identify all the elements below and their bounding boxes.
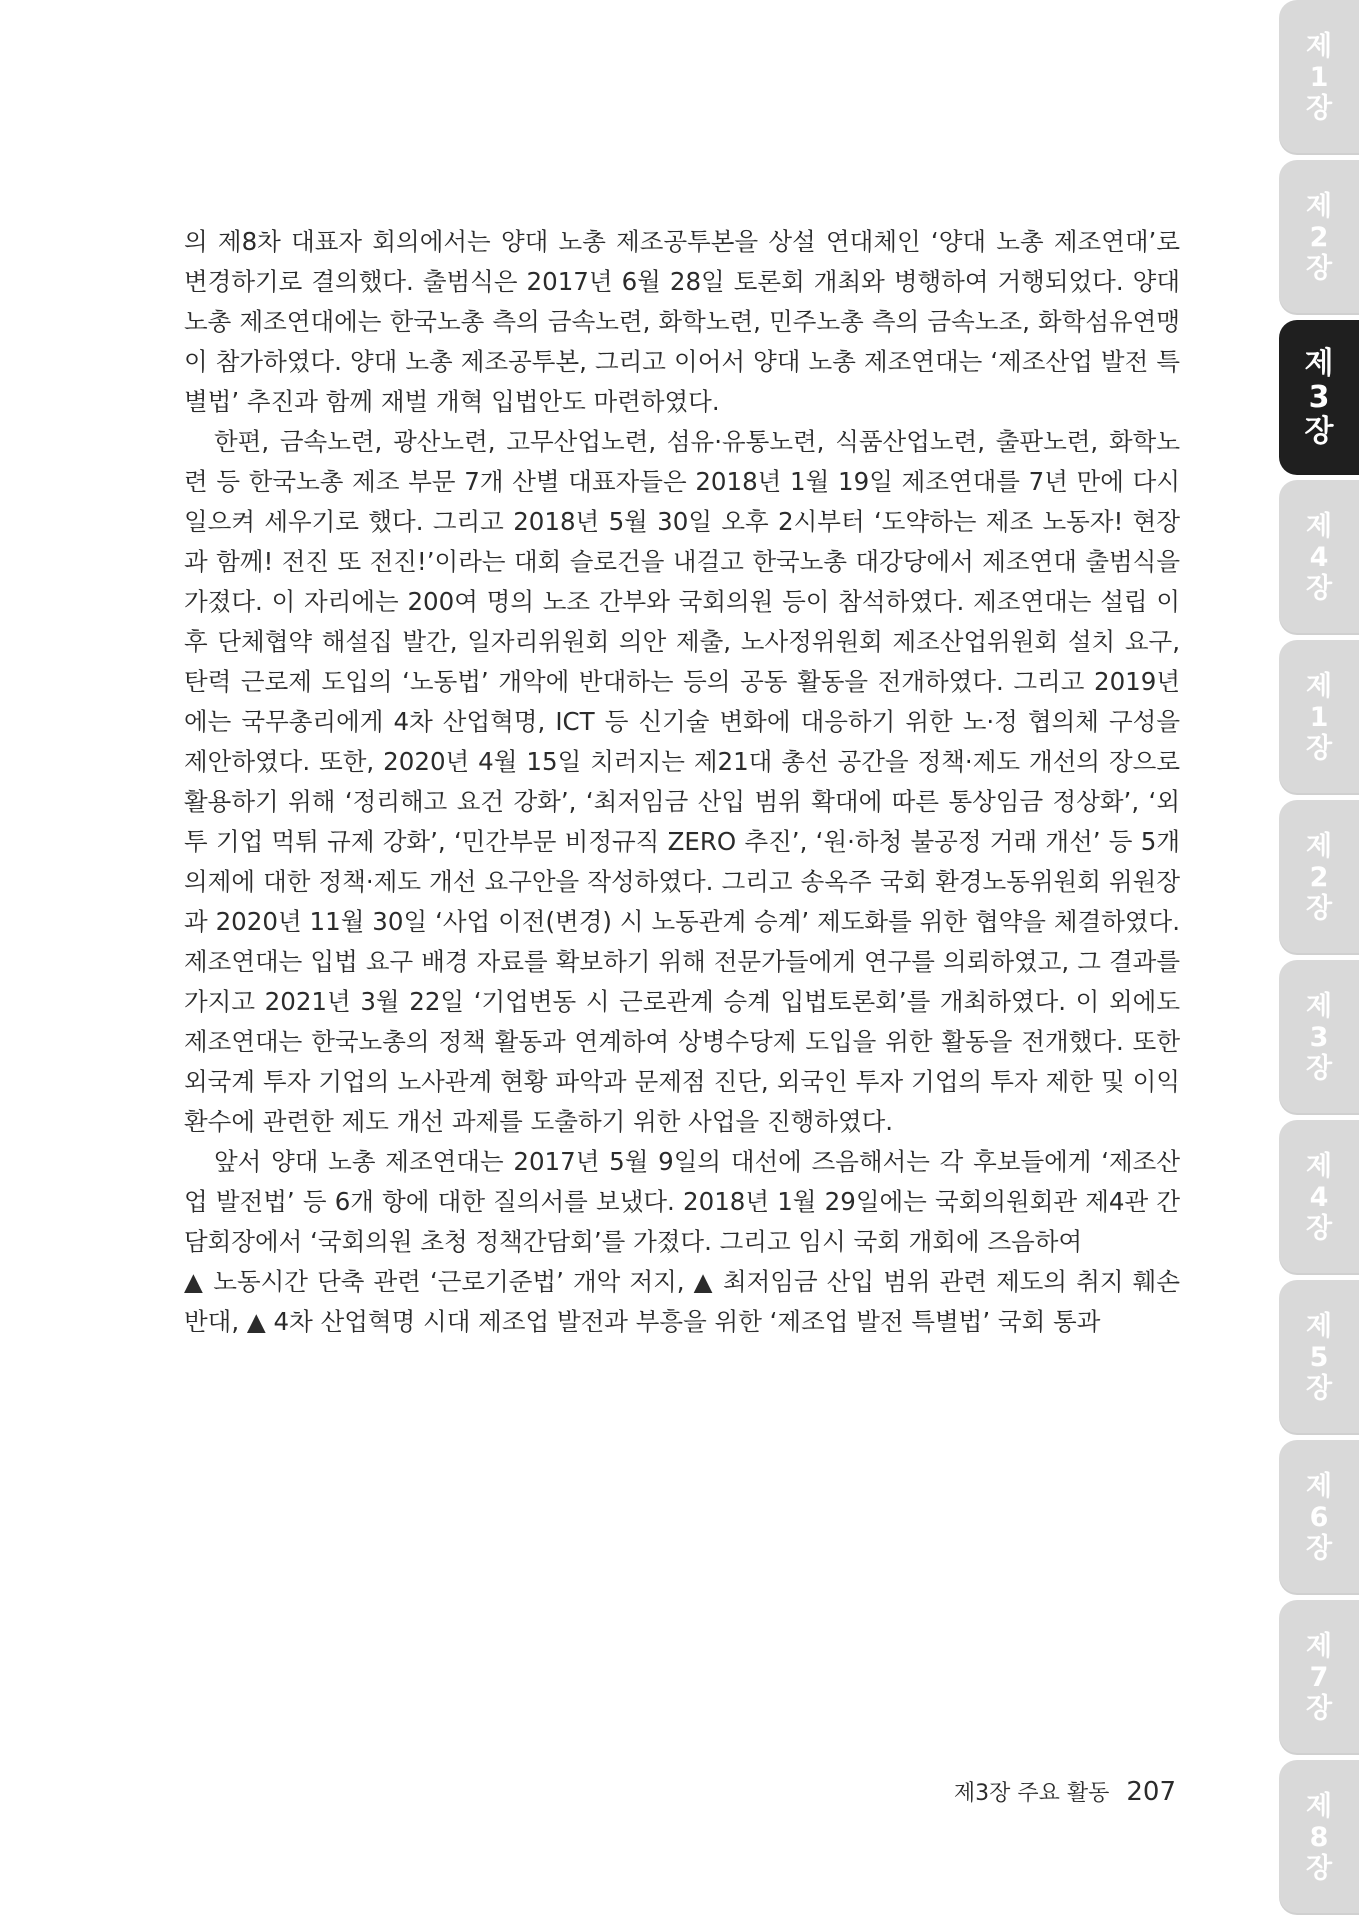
tab-label-line3: 장 [1305, 1213, 1333, 1244]
paragraph-1: 의 제8차 대표자 회의에서는 양대 노총 제조공투본을 상설 연대체인 ‘양대 노총 제조연대’로 변경하기로 결의했다. 출범식은 2017년 6월 28일 토론회 개최와 병행하여 거행되었다. 양대 노총 제조연대에는 한국노총 측의 금속노련, 화학노련, 민주노총 측의 금속노조, 화학섬유연맹이 참가하였다. 양대 노총 제조공투본, 그리고 이어서 양대 노총 제조연대는 ‘제조산업 발전 특별법’ 추진과 함께 재벌 개혁 입법안도 마련하였다. [184, 227, 1180, 416]
tab-label-line1: 제 [1305, 991, 1333, 1022]
tab-label-line3: 장 [1305, 93, 1333, 124]
chapter-tab-3-active[interactable] [1279, 320, 1359, 475]
chapter-tab-part2-5[interactable] [1279, 1280, 1359, 1435]
tab-label-line1: 제 [1305, 1311, 1333, 1342]
tab-label-line3: 장 [1305, 1693, 1333, 1724]
tab-label-line3: 장 [1305, 733, 1333, 764]
tab-label-line2: 3 [1308, 379, 1330, 415]
tab-label-line3: 장 [1305, 1373, 1333, 1404]
tab-label-line2: 4 [1309, 542, 1329, 573]
tab-label-line3: 장 [1305, 1853, 1333, 1884]
chapter-tab-part2-6[interactable] [1279, 1440, 1359, 1595]
tab-label-line2: 1 [1309, 702, 1329, 733]
chapter-tab-part2-7[interactable] [1279, 1600, 1359, 1755]
chapter-tab-4[interactable] [1279, 480, 1359, 635]
tab-label-line2: 4 [1309, 1182, 1329, 1213]
tab-label-line3: 장 [1305, 1053, 1333, 1084]
tab-label-line2: 6 [1309, 1502, 1329, 1533]
tab-label-line2: 2 [1309, 862, 1329, 893]
running-title: 제3장 주요 활동 [953, 1781, 1110, 1806]
tab-label-line1: 제 [1305, 671, 1333, 702]
chapter-tab-part2-3[interactable] [1279, 960, 1359, 1115]
tab-label-line1: 제 [1305, 191, 1333, 222]
tab-label-line1: 제 [1305, 1151, 1333, 1182]
chapter-tab-part2-1[interactable] [1279, 640, 1359, 795]
tab-label-line2: 1 [1309, 62, 1329, 93]
chapter-tab-2[interactable] [1279, 160, 1359, 315]
tab-label-line2: 3 [1309, 1022, 1329, 1053]
paragraph-2: 한편, 금속노련, 광산노련, 고무산업노련, 섬유·유통노련, 식품산업노련, 출판노련, 화학노련 등 한국노총 제조 부문 7개 산별 대표자들은 2018년 1월 19일 제조연대를 7년 만에 다시 일으켜 세우기로 했다. 그리고 2018년 5월 30일 오후 2시부터 ‘도약하는 제조 노동자! 현장과 함께! 전진 또 전진!’이라는 대회 슬로건을 내걸고 한국노총 대강당에서 제조연대 출범식을 가졌다. 이 자리에는 200여 명의 노조 간부와 국회의원 등이 참석하였다. 제조연대는 설립 이후 단체협약 해설집 발간, 일자리위원회 의안 제출, 노사정위원회 제조산업위원회 설치 요구, 탄력 근로제 도입의 ‘노동법’ 개악에 반대하는 등의 공동 활동을 전개하였다. 그리고 2019년에는 국무총리에게 4차 산업혁명, ICT 등 신기술 변화에 대응하기 위한 노·정 협의체 구성을 제안하였다. 또한, 2020년 4월 15일 치러지는 제21대 총선 공간을 정책·제도 개선의 장으로 활용하기 위해 ‘정리해고 요건 강화’, ‘최저임금 산입 범위 확대에 따른 통상임금 정상화’, ‘외투 기업 먹튀 규제 강화’, ‘민간부문 비정규직 ZERO 추진’, ‘원·하청 불공정 거래 개선’ 등 5개 의제에 대한 정책·제도 개선 요구안을 작성하였다. 그리고 송옥주 국회 환경노동위원회 위원장과 2020년 11월 30일 ‘사업 이전(변경) 시 노동관계 승계’ 제도화를 위한 협약을 체결하였다. 제조연대는 입법 요구 배경 자료를 확보하기 위해 전문가들에게 연구를 의뢰하였고, 그 결과를 가지고 2021년 3월 22일 ‘기업변동 시 근로관계 승계 입법토론회’를 개최하였다. 이 외에도 제조연대는 한국노총의 정책 활동과 연계하여 상병수당제 도입을 위한 활동을 전개했다. 또한 외국계 투자 기업의 노사관계 현황 파악과 문제점 진단, 외국인 투자 기업의 투자 제한 및 이익 환수에 관련한 제도 개선 과제를 도출하기 위한 사업을 진행하였다. [184, 427, 1180, 1136]
tab-label-line3: 장 [1305, 253, 1333, 284]
tab-label-line1: 제 [1305, 831, 1333, 862]
tab-label-line2: 2 [1309, 222, 1329, 253]
paragraph-3: 앞서 양대 노총 제조연대는 2017년 5월 9일의 대선에 즈음해서는 각 후보들에게 ‘제조산업 발전법’ 등 6개 항에 대한 질의서를 보냈다. 2018년 1월 29일에는 국회의원회관 제4관 간담회장에서 ‘국회의원 초청 정책간담회’를 가졌다. 그리고 임시 국회 개회에 즈음하여 ▲ 노동시간 단축 관련 ‘근로기준법’ 개악 저지, ▲ 최저임금 산입 범위 관련 제도의 취지 훼손 반대, ▲ 4차 산업혁명 시대 제조업 발전과 부흥을 위한 ‘제조업 발전 특별법’ 국회 통과 [184, 1147, 1180, 1336]
tab-label-line2: 7 [1309, 1662, 1329, 1693]
tab-label-line3: 장 [1304, 413, 1334, 449]
tab-label-line1: 제 [1305, 1791, 1333, 1822]
tab-label-line2: 5 [1309, 1342, 1329, 1373]
page-number: 207 [1126, 1777, 1176, 1807]
tab-label-line1: 제 [1305, 511, 1333, 542]
tab-label-line1: 제 [1305, 1631, 1333, 1662]
chapter-tabs [1279, 0, 1359, 1920]
tab-label-line1: 제 [1304, 345, 1334, 381]
chapter-tab-part2-8[interactable] [1279, 1760, 1359, 1915]
tab-label-line2: 8 [1309, 1822, 1329, 1853]
chapter-tab-part2-4[interactable] [1279, 1120, 1359, 1275]
tab-label-line3: 장 [1305, 573, 1333, 604]
tab-label-line3: 장 [1305, 893, 1333, 924]
tab-label-line3: 장 [1305, 1533, 1333, 1564]
body-text [184, 222, 1180, 1342]
tab-label-line1: 제 [1305, 31, 1333, 62]
chapter-tab-part2-2[interactable] [1279, 800, 1359, 955]
tab-label-line1: 제 [1305, 1471, 1333, 1502]
chapter-tab-1[interactable] [1279, 0, 1359, 155]
page-footer [954, 1776, 1176, 1807]
